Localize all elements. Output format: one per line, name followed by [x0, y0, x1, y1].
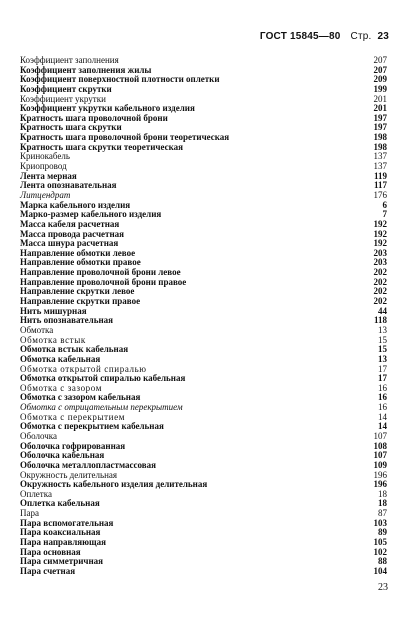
index-page-number: 15 [378, 334, 387, 345]
index-page-number: 202 [373, 296, 387, 307]
index-page-number: 87 [378, 508, 387, 519]
index-term: Обмотка встык [20, 334, 86, 345]
index-term: Обмотка кабельная [20, 353, 101, 364]
index-term: Кратность шага проволочной брони теоретическая [20, 132, 230, 143]
index-term: Обмотка с зазором кабельная [20, 392, 141, 403]
index-term: Коэффициент укрутки [20, 93, 106, 104]
index-term: Направление обмотки правое [20, 257, 141, 268]
index-page-number: 109 [373, 459, 387, 470]
index-page-number: 137 [373, 151, 387, 162]
index-page-number: 117 [373, 180, 387, 191]
index-page-number: 198 [373, 141, 387, 152]
index-term: Окружность делительная [20, 469, 118, 480]
index-page-number: 202 [373, 286, 387, 297]
index-term: Кратность шага скрутки теоретическая [20, 141, 183, 152]
index-page-number: 201 [373, 93, 387, 104]
index-entry [20, 499, 387, 509]
index-page-number: 44 [378, 305, 387, 316]
index-page-number: 192 [373, 238, 387, 249]
index-page-number: 18 [378, 488, 387, 499]
index-page-number: 207 [373, 64, 387, 75]
index-page-number: 202 [373, 267, 387, 278]
index-term: Оплетка [20, 488, 52, 499]
footer-page-number: 23 [378, 582, 388, 593]
index-term: Направление скрутки левое [20, 286, 135, 297]
index-page-number: 89 [378, 527, 387, 538]
index-page-number: 192 [373, 218, 387, 229]
index-term: Обмотка с перекрытием кабельная [20, 421, 164, 432]
index-page-number: 197 [373, 112, 387, 123]
index-entry [20, 480, 387, 490]
index-term: Обмотка открытой спиралью [20, 363, 147, 374]
index-page-number: 198 [373, 132, 387, 143]
page-label: Стр. [350, 31, 372, 42]
index-term: Масса шнура расчетная [20, 238, 119, 249]
index-page-number: 7 [382, 209, 387, 220]
index-term: Обмотка встык кабельная [20, 344, 129, 355]
index-term: Обмотка с отрицательным перекрытием [20, 402, 183, 413]
index-term: Обмотка с перекрытием [20, 411, 125, 422]
index-term: Обмотка с зазором [20, 382, 103, 393]
index-page-number: 203 [373, 247, 387, 258]
index-page-number: 209 [373, 74, 387, 85]
index-term: Пара основная [20, 546, 81, 557]
index-term: Оплетка кабельная [20, 498, 100, 509]
index-term: Оболочка [20, 430, 57, 441]
index-term: Обмотка открытой спиралью кабельная [20, 373, 186, 384]
index-page-number: 108 [373, 440, 387, 451]
index-page-number: 176 [373, 189, 387, 200]
index-page-number: 203 [373, 257, 387, 268]
index-page-number: 107 [373, 450, 387, 461]
index-term: Оболочка металлопластмассовая [20, 459, 157, 470]
index-term: Пара [20, 508, 39, 519]
index-page-number: 13 [378, 324, 387, 335]
index-term: Коэффициент скрутки [20, 83, 112, 94]
index-term: Коэффициент поверхностной плотности оплетки [20, 74, 220, 85]
index-page-number: 196 [373, 479, 387, 490]
index-page-number: 16 [378, 402, 387, 413]
index-page-number: 192 [373, 228, 387, 239]
index-page-number: 15 [378, 344, 387, 355]
index-term: Оболочка гофрированная [20, 440, 126, 451]
index-page-number: 118 [373, 315, 387, 326]
index-term: Коэффициент укрутки кабельного изделия [20, 103, 195, 114]
index-page-number: 14 [378, 421, 387, 432]
index-term: Направление обмотки левое [20, 247, 136, 258]
index-term: Кратность шага проволочной брони [20, 112, 168, 123]
index-term: Литцендрат [20, 189, 71, 200]
index-page-number: 119 [373, 170, 387, 181]
index-page-number: 196 [373, 469, 387, 480]
index-page-number: 16 [378, 382, 387, 393]
index-page-number: 197 [373, 122, 387, 133]
index-page-number: 13 [378, 353, 387, 364]
index-term: Лента опознавательная [20, 180, 117, 191]
index-page-number: 17 [378, 363, 387, 374]
index-page-number: 105 [373, 537, 387, 548]
index-term: Коэффициент заполнения [20, 55, 119, 65]
index-term: Пара вспомогательная [20, 517, 114, 528]
index-page-number: 201 [373, 103, 387, 114]
index-term: Марка кабельного изделия [20, 199, 131, 210]
index-page-number: 6 [382, 199, 387, 210]
header-page-number: 23 [377, 31, 389, 42]
index-page-number: 102 [373, 546, 387, 557]
index-term: Марко-размер кабельного изделия [20, 209, 162, 220]
index-term: Нить мишурная [20, 305, 87, 316]
index-page-number: 103 [373, 517, 387, 528]
index-term: Кратность шага скрутки [20, 122, 122, 133]
index-term: Криопровод [20, 161, 67, 172]
index-entry [20, 181, 387, 191]
index-page-number: 207 [373, 55, 387, 65]
index-entry [20, 316, 387, 326]
index-term: Направление проволочной брони правое [20, 276, 187, 287]
index-page-number: 137 [373, 161, 387, 172]
index-term: Пара счетная [20, 565, 76, 576]
index-page-number: 88 [378, 556, 387, 567]
index-term: Пара симметричная [20, 556, 104, 567]
index-term: Направление проволочной брони левое [20, 267, 181, 278]
index-page-number: 14 [378, 411, 387, 422]
index-term: Оболочка кабельная [20, 450, 105, 461]
index-term: Коэффициент заполнения жилы [20, 64, 152, 75]
index-term: Направление скрутки правое [20, 296, 141, 307]
standard-number: ГОСТ 15845—80 [259, 31, 341, 42]
index-page-number: 202 [373, 276, 387, 287]
index-entry [20, 557, 387, 567]
index-page-number: 18 [378, 498, 387, 509]
index-term: Масса провода расчетная [20, 228, 125, 239]
index-term: Обмотка [20, 324, 54, 335]
term-index-list [20, 56, 387, 577]
index-term: Лента мерная [20, 170, 77, 181]
index-page-number: 16 [378, 392, 387, 403]
index-entry [20, 422, 387, 432]
index-entry [20, 143, 387, 153]
index-term: Кринокабель [20, 151, 70, 162]
index-page-number: 107 [373, 430, 387, 441]
index-page-number: 199 [373, 83, 387, 94]
index-term: Масса кабеля расчетная [20, 218, 120, 229]
index-term: Пара коаксиальная [20, 527, 101, 538]
index-term: Нить опознавательная [20, 315, 114, 326]
index-entry [20, 567, 387, 577]
index-term: Пара направляющая [20, 537, 107, 548]
index-term: Окружность кабельного изделия делительная [20, 479, 208, 490]
index-page-number: 17 [378, 373, 387, 384]
page-header [260, 31, 389, 42]
index-page-number: 104 [373, 565, 387, 576]
index-entry [20, 152, 387, 162]
